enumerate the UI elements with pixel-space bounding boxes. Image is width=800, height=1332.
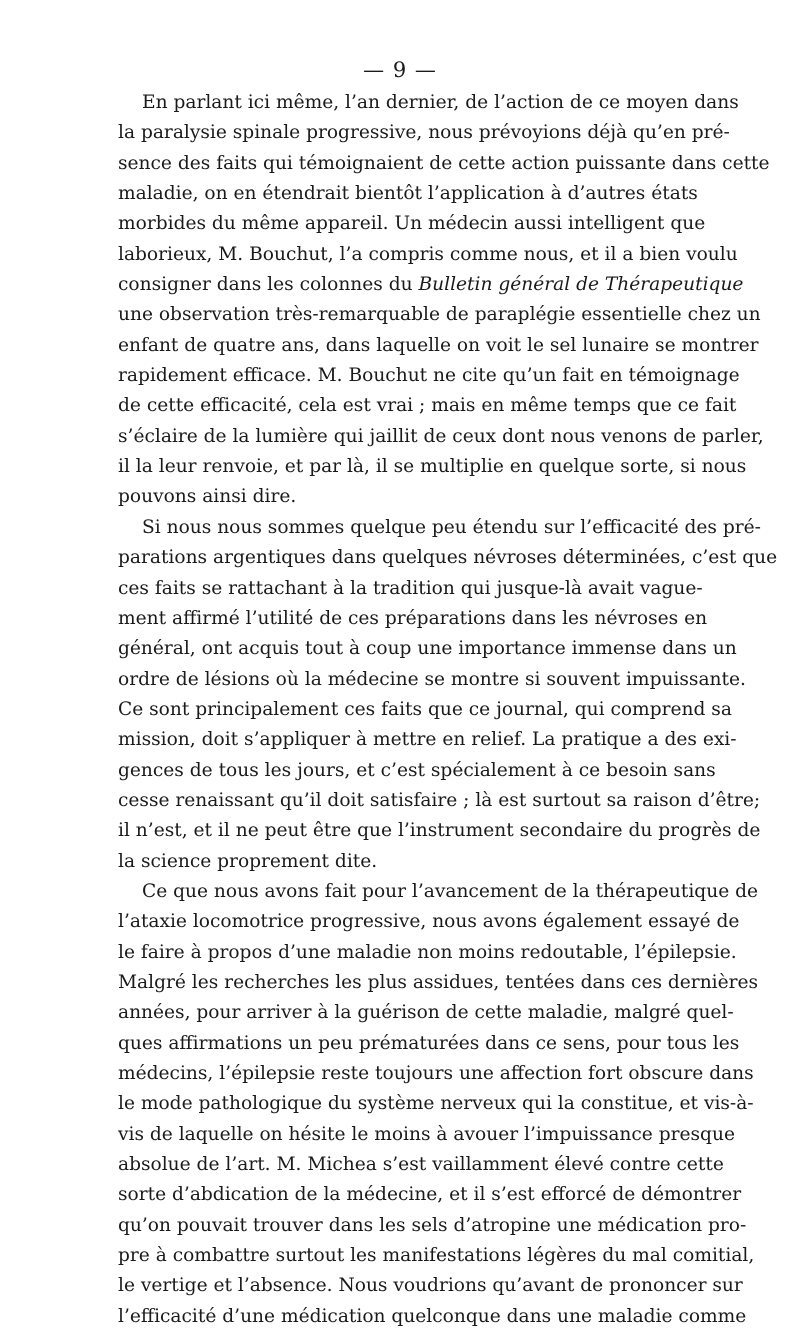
- text-line: années, pour arriver à la guérison de cette maladie, malgré quel-: [118, 1002, 734, 1024]
- text-line: laborieux, M. Bouchut, l’a compris comme nous, et il a bien voulu: [118, 243, 738, 265]
- text-line: le vertige et l’absence. Nous voudrions qu’avant de prononcer sur: [118, 1275, 743, 1297]
- text-line: En parlant ici même, l’an dernier, de l’action de ce moyen dans: [142, 92, 739, 113]
- text-line: pre à combattre surtout les manifestations légères du mal comitial,: [118, 1245, 755, 1267]
- text-line: Ce sont principalement ces faits que ce journal, qui comprend sa: [118, 698, 732, 720]
- text-line: il n’est, et il ne peut être que l’instrument secondaire du progrès de: [118, 820, 761, 842]
- text-line: enfant de quatre ans, dans laquelle on voit le sel lunaire se montrer: [118, 334, 759, 356]
- text-line: maladie, on en étendrait bientôt l’application à d’autres états: [118, 183, 698, 205]
- text-line: Si nous nous sommes quelque peu étendu sur l’efficacité des pré-: [142, 516, 761, 538]
- text-line: absolue de l’art. M. Michea s’est vaillamment élevé contre cette: [118, 1154, 724, 1176]
- text-line: parations argentiques dans quelques névroses déterminées, c’est que: [118, 547, 778, 569]
- text-line: vis de laquelle on hésite le moins à avouer l’impuissance presque: [118, 1123, 735, 1145]
- page-number: — 9 —: [363, 58, 437, 82]
- text-line: le faire à propos d’une maladie non moins redoutable, l’épilepsie.: [118, 941, 737, 963]
- text-line: ment affirmé l’utilité de ces préparations dans les névroses en: [118, 607, 708, 629]
- text-line: mission, doit s’appliquer à mettre en relief. La pratique a des exi-: [118, 729, 737, 751]
- text-line: ques affirmations un peu prématurées dans ce sens, pour tous les: [118, 1032, 740, 1054]
- text-line: la paralysie spinale progressive, nous prévoyions déjà qu’en pré-: [118, 122, 730, 144]
- text-line: qu’on pouvait trouver dans les sels d’atropine une médication pro-: [118, 1214, 747, 1236]
- text-line-start: consigner dans les colonnes du: [118, 274, 419, 296]
- text-line: il la leur renvoie, et par là, il se multiplie en quelque sorte, si nous: [118, 456, 747, 478]
- body-text: [118, 88, 778, 1332]
- text-line: morbides du même appareil. Un médecin aussi intelligent que: [118, 213, 706, 235]
- text-line: rapidement efficace. M. Bouchut ne cite qu’un fait en témoignage: [118, 365, 740, 387]
- bulletin-title: Bulletin général de Thérapeutique: [418, 274, 744, 296]
- text-line: sence des faits qui témoignaient de cette action puissante dans cette: [118, 152, 770, 174]
- text-line: ordre de lésions où la médecine se montre si souvent impuissante.: [118, 668, 746, 690]
- text-line: le mode pathologique du système nerveux qui la constitue, et vis-à-: [118, 1093, 754, 1115]
- text-line: Malgré les recherches les plus assidues, tentées dans ces dernières: [118, 971, 759, 993]
- text-line: l’ataxie locomotrice progressive, nous avons également essayé de: [118, 911, 740, 933]
- text-line: s’éclaire de la lumière qui jaillit de ceux dont nous venons de parler,: [118, 425, 764, 447]
- text-line: gences de tous les jours, et c’est spécialement à ce besoin sans: [118, 759, 716, 781]
- text-line: général, ont acquis tout à coup une importance immense dans un: [118, 638, 737, 660]
- text-line: la science proprement dite.: [118, 850, 378, 872]
- text-line: l’efficacité d’une médication quelconque dans une maladie comme: [118, 1305, 747, 1327]
- text-line: ces faits se rattachant à la tradition qui jusque-là avait vague-: [118, 577, 703, 599]
- text-line: Ce que nous avons fait pour l’avancement de la thérapeutique de: [142, 880, 759, 902]
- text-line: sorte d’abdication de la médecine, et il s’est efforcé de démontrer: [118, 1184, 742, 1206]
- text-line-with-title: [118, 270, 744, 300]
- text-line: une observation très-remarquable de paraplégie essentielle chez un: [118, 304, 761, 326]
- text-line: pouvons ainsi dire.: [118, 486, 297, 508]
- text-line: médecins, l’épilepsie reste toujours une affection fort obscure dans: [118, 1063, 754, 1084]
- text-line: de cette efficacité, cela est vrai ; mais en même temps que ce fait: [118, 395, 737, 417]
- text-line: cesse renaissant qu’il doit satisfaire ; là est surtout sa raison d’être;: [118, 789, 761, 811]
